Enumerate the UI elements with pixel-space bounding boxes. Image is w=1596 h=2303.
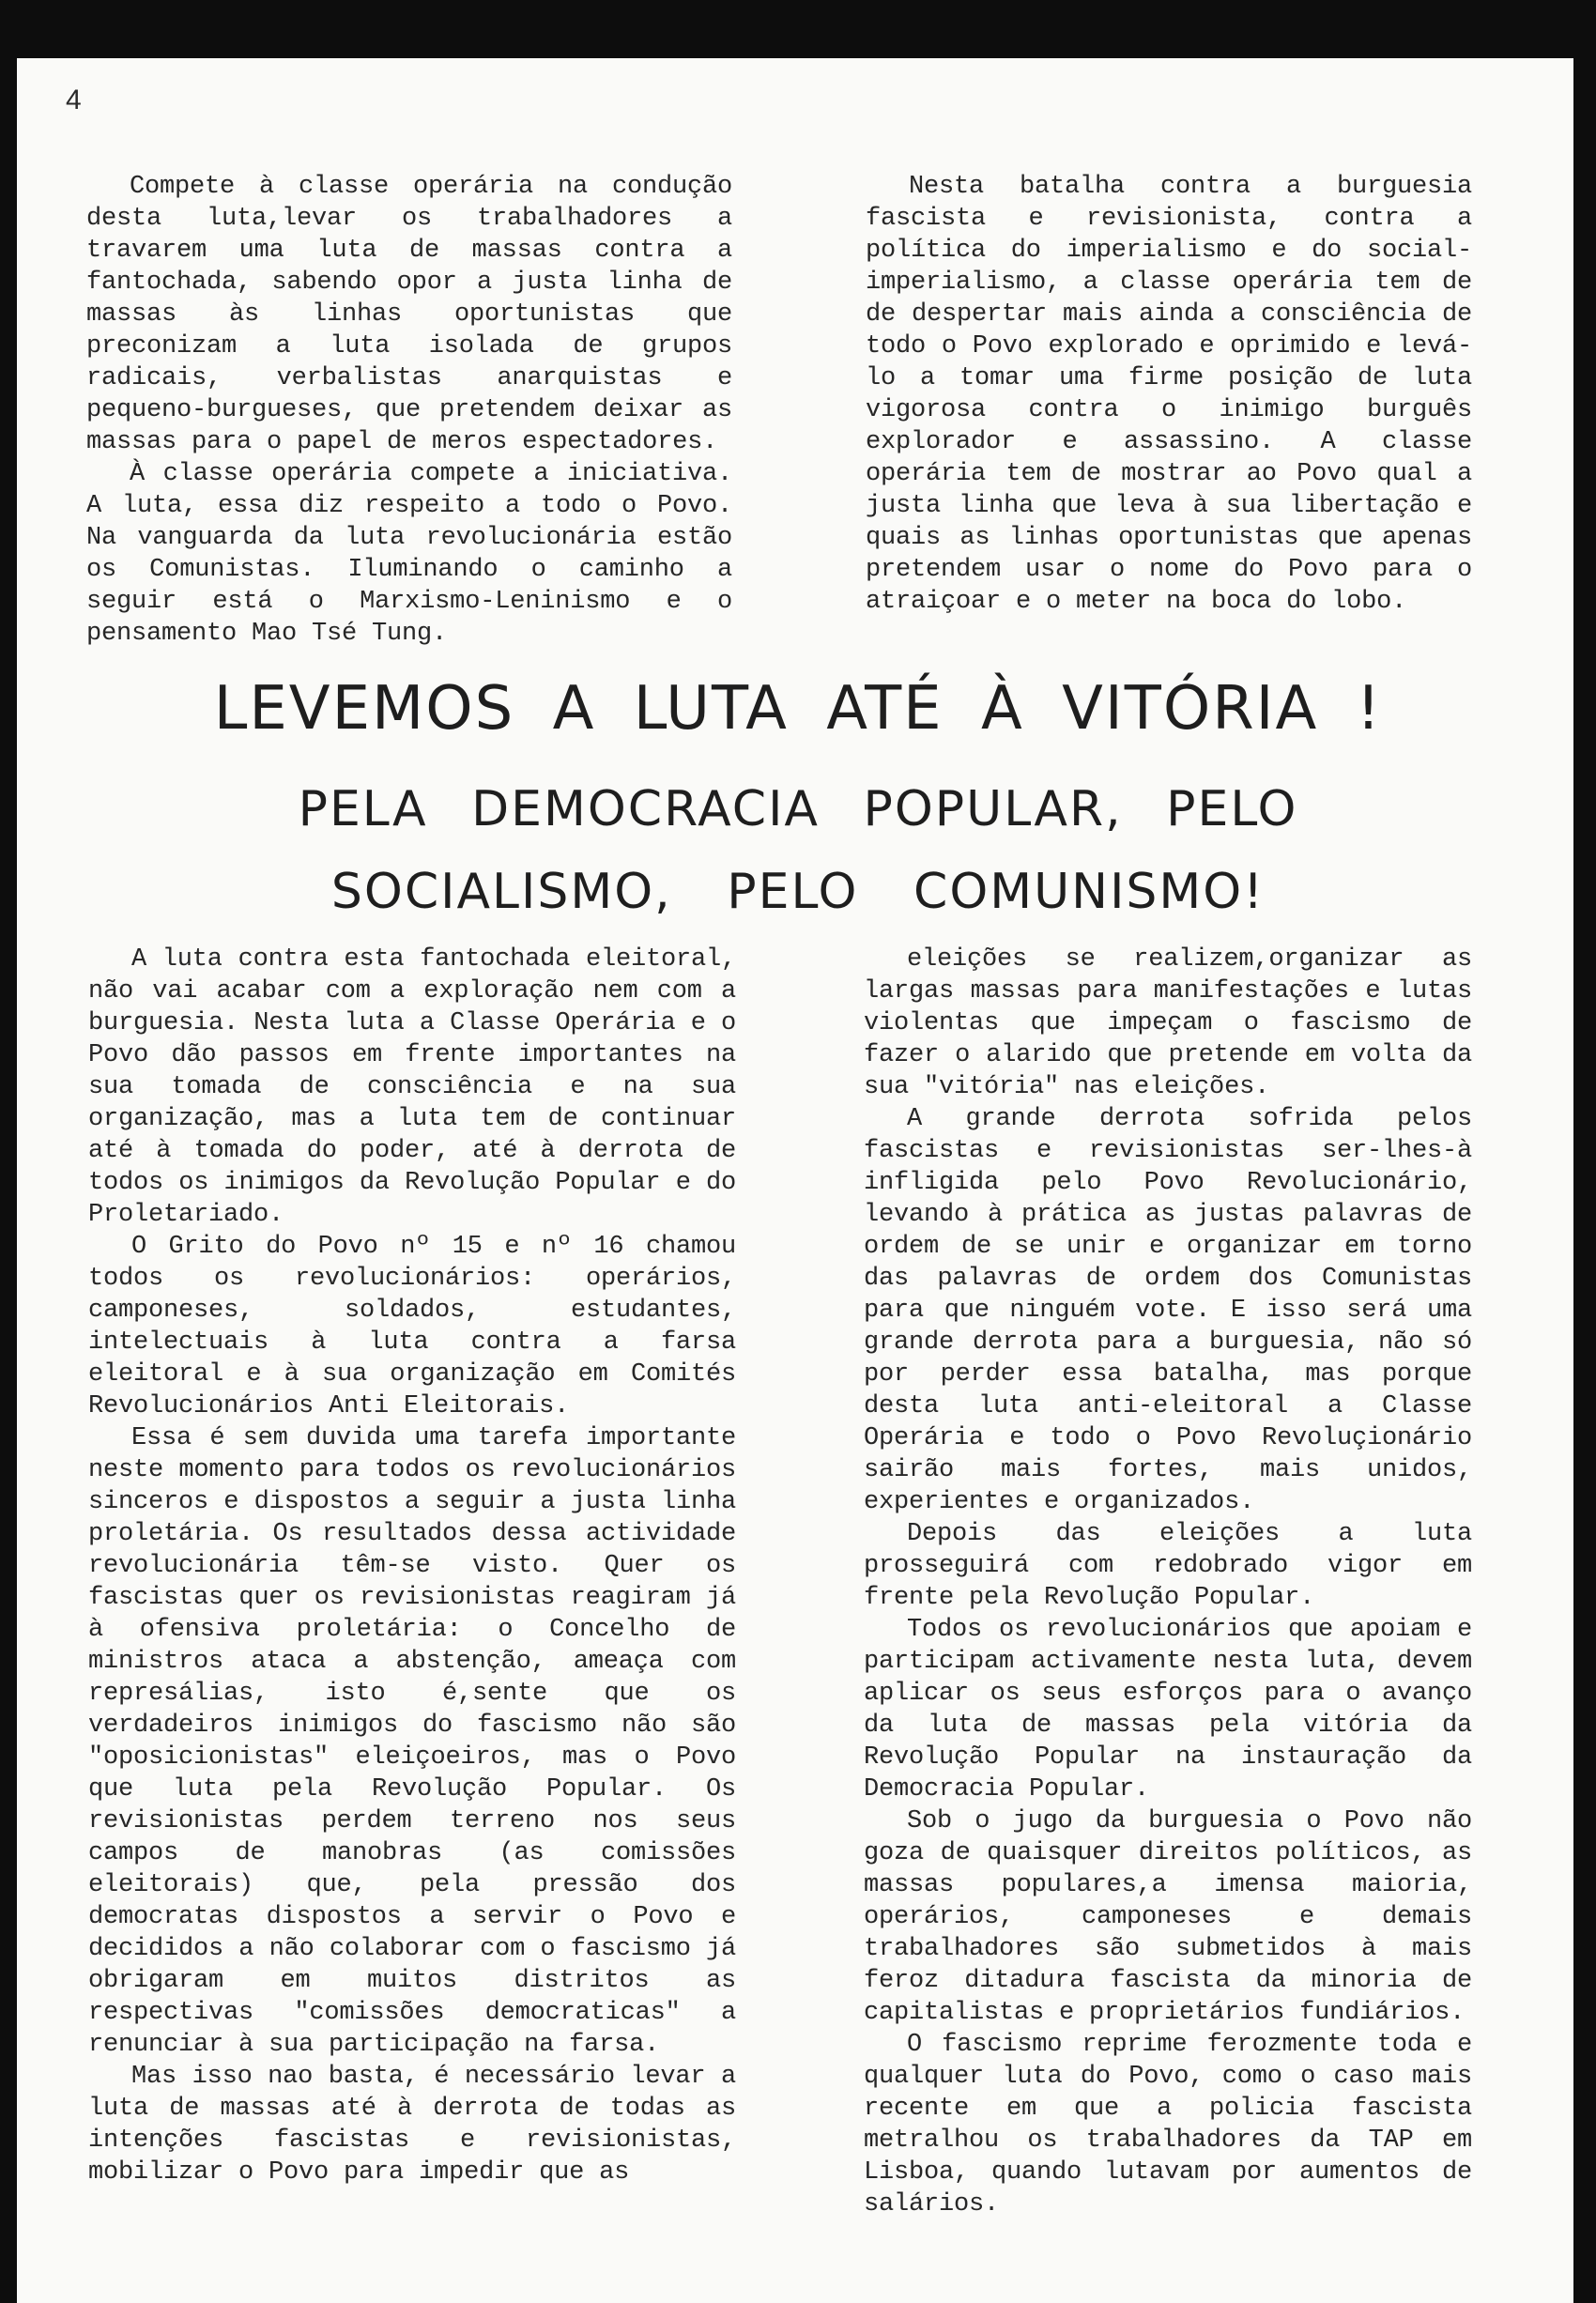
paragraph: O fascismo reprime ferozmente toda e qualquer luta do Povo, como o caso mais recente em que a policia fascista metralhou os trabalhadores da TAP em Lisboa, quando lutavam por aumentos de salários. [864, 2031, 1472, 2219]
paragraph: Sob o jugo da burguesia o Povo não goza de quaisquer direitos políticos, as massas populares,a imensa maioria, operários, camponeses e demais trabalhadores são submetidos à mais feroz ditadura fascista da minoria de capitalistas e proprietários fundiários. [864, 1807, 1472, 2027]
headline-line-2: PELA DEMOCRACIA POPULAR, PELO [298, 781, 1298, 837]
paragraph: A grande derrota sofrida pelos fascistas e revisionistas ser-lhes-à infligida pelo Povo Revolucionário, levando à prática as justas palavras de ordem de se unir e organizar em torno das palavras de ordem dos Comunistas para que ninguém vote. E isso será uma grande derrota para a burguesia, não só por perder essa batalha, mas porque desta luta anti-eleitoral a Classe Operária e todo o Povo Revoluçionário sairão mais fortes, mais unidos, experientes e organizados. [864, 1105, 1472, 1516]
paragraph: Mas isso nao basta, é necessário levar a luta de massas até à derrota de todas as intenções fascistas e revisionistas, mobilizar o Povo para impedir que as [88, 2063, 736, 2187]
paragraph: À classe operária compete a iniciativa. A luta, essa diz respeito a todo o Povo. Na vanguarda da luta revolucionária estão os Comunistas. Iluminando o caminho a seguir está o Marxismo-Leninismo e o pensamento Mao Tsé Tung. [86, 460, 732, 648]
top-left-column [86, 171, 732, 650]
paragraph: A luta contra esta fantochada eleitoral, não vai acabar com a exploração nem com a burguesia. Nesta luta a Classe Operária e o Povo dão passos em frente importantes na sua tomada de consciência e na sua organização, mas a luta tem de continuar até à tomada do poder, até à derrota de todos os inimigos da Revolução Popular e do Proletariado. [88, 945, 736, 1229]
top-right-column [866, 171, 1472, 618]
headline-line-3: SOCIALISMO, PELO COMUNISMO! [330, 864, 1266, 920]
headline-line-1: LEVEMOS A LUTA ATÉ À VITÓRIA ! [213, 674, 1383, 744]
paragraph: Essa é sem duvida uma tarefa importante neste momento para todos os revolucionários sinceros e dispostos a seguir a justa linha proletária. Os resultados dessa actividade revolucionária têm-se visto. Quer os fascistas quer os revisionistas reagiram já à ofensiva proletária: o Concelho de ministros ataca a abstenção, ameaça com represálias, isto é,sente que os verdadeiros inimigos do fascismo não são "oposicionistas" eleiçoeiros, mas o Povo que luta pela Revolução Popular. Os revisionistas perdem terreno nos seus campos de manobras (as comissões eleitorais) que, pela pressão dos democratas dispostos a servir o Povo e decididos a não colaborar com o fascismo já obrigaram em muitos distritos as respectivas "comissões democraticas" a renunciar à sua participação na farsa. [88, 1424, 736, 2059]
paragraph: O Grito do Povo nº 15 e nº 16 chamou todos os revolucionários: operários, camponeses, soldados, estudantes, intelectuais à luta contra a farsa eleitoral e à sua organização em Comités Revolucionários Anti Eleitorais. [88, 1233, 736, 1420]
paragraph: Nesta batalha contra a burguesia fascista e revisionista, contra a política do imperialismo e do social-imperialismo, a classe operária tem de de despertar mais ainda a consciência de todo o Povo explorado e oprimido e levá-lo a tomar uma firme posição de luta vigorosa contra o inimigo burguês explorador e assassino. A classe operária tem de mostrar ao Povo qual a justa linha que leva à sua libertação e quais as linhas oportunistas que apenas pretendem usar o nome do Povo para o atraiçoar e o meter na boca do lobo. [866, 173, 1472, 616]
bottom-left-column [88, 944, 736, 2188]
paragraph: Compete à classe operária na condução desta luta,levar os trabalhadores a travarem uma luta de massas contra a fantochada, sabendo opor a justa linha de massas às linhas oportunistas que preconizam a luta isolada de grupos radicais, verbalistas anarquistas e pequeno-burgueses, que pretendem deixar as massas para o papel de meros espectadores. [86, 173, 732, 456]
paragraph: eleições se realizem,organizar as largas massas para manifestações e lutas violentas que impeçam o fascismo de fazer o alarido que pretende em volta da sua "vitória" nas eleições. [864, 945, 1472, 1101]
paragraph: Todos os revolucionários que apoiam e participam activamente nesta luta, devem aplicar os seus esforços para o avanço da luta de massas pela vitória da Revolução Popular na instauração da Democracia Popular. [864, 1616, 1472, 1804]
page-number: 4 [66, 84, 82, 115]
paragraph: Depois das eleições a luta prosseguirá com redobrado vigor em frente pela Revolução Popular. [864, 1520, 1472, 1612]
bottom-right-column [864, 944, 1472, 2220]
